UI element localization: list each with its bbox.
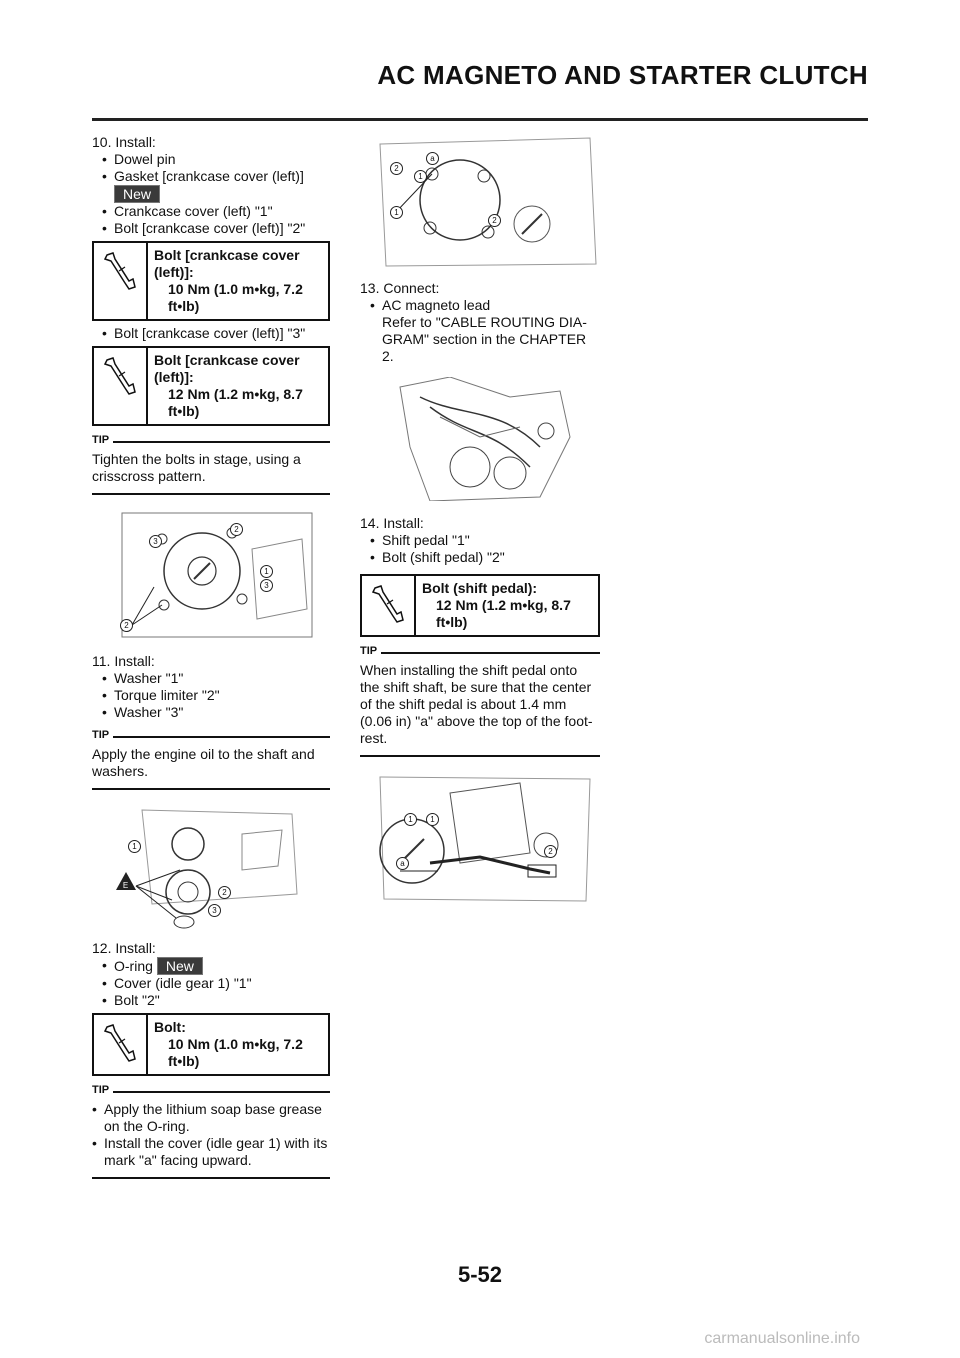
torque-value: 10 Nm (1.0 m•kg, 7.2 ft•lb)	[168, 1036, 303, 1069]
torque-name: Bolt (shift pedal):	[422, 580, 538, 596]
list-item: • Apply the lithium soap base grease on the O-ring.	[92, 1101, 322, 1134]
callout: 1	[260, 565, 273, 578]
tip-box	[92, 1082, 330, 1179]
torque-spec-box	[360, 574, 600, 637]
callout: 1	[404, 813, 417, 826]
list-item: • Bolt [crankcase cover (left)] "3"	[102, 325, 306, 341]
callout: 2	[390, 162, 403, 175]
list-item: • Dowel pin	[102, 151, 176, 167]
tip-text	[92, 1099, 330, 1179]
figure-crankcase-cover	[92, 509, 330, 645]
callout: 3	[260, 579, 273, 592]
page-title: AC MAGNETO AND STARTER CLUTCH	[377, 60, 868, 90]
tip-text: Tighten the bolts in stage, using a crisscross pattern.	[92, 449, 330, 495]
callout: 3	[149, 535, 162, 548]
step-13-head: 13. Connect:	[360, 280, 440, 296]
tip-label: TIP	[360, 645, 378, 657]
list-item: • O-ring New	[92, 957, 330, 975]
list-item: • Gasket [crankcase cover (left)]	[102, 168, 304, 184]
step-14-head: 14. Install:	[360, 515, 424, 531]
callout: 1	[426, 813, 439, 826]
callout: 1	[128, 840, 141, 853]
torque-value: 12 Nm (1.2 m•kg, 8.7 ft•lb)	[168, 386, 303, 419]
list-item: • Torque limiter "2"	[102, 687, 220, 703]
tip-label: TIP	[92, 1084, 110, 1096]
tip-box	[92, 727, 330, 790]
page-number: 5-52	[457, 1262, 503, 1287]
list-item: • Bolt "2"	[102, 992, 160, 1008]
torque-spec-box	[92, 241, 330, 321]
list-item: • AC magneto lead	[370, 297, 491, 313]
tip-text: When installing the shift pedal onto the shift shaft, be sure that the center of the shift pedal is about 1.4 mm (0.06 in) "a" above the top of the foot-rest.	[360, 660, 600, 757]
list-item: • Crankcase cover (left) "1"	[102, 203, 273, 219]
callout: 1	[390, 206, 403, 219]
torque-wrench-icon	[94, 1015, 148, 1074]
callout: 1	[414, 170, 427, 183]
torque-spec-box	[92, 1013, 330, 1076]
torque-wrench-icon	[362, 576, 416, 635]
torque-wrench-icon	[94, 348, 148, 424]
torque-spec-box	[92, 346, 330, 426]
new-badge: New	[114, 185, 160, 203]
callout: 2	[230, 523, 243, 536]
callout: 2	[120, 619, 133, 632]
list-item: • Washer "3"	[102, 704, 184, 720]
figure-shift-pedal	[360, 773, 600, 905]
new-badge: New	[157, 957, 203, 975]
callout: a	[396, 857, 409, 870]
callout: a	[426, 152, 439, 165]
step-12-head: 12. Install:	[92, 940, 156, 956]
figure-cable-routing	[360, 377, 600, 501]
torque-value: 12 Nm (1.2 m•kg, 8.7 ft•lb)	[436, 597, 571, 630]
torque-name: Bolt [crankcase cover (left)]:	[154, 247, 300, 280]
torque-name: Bolt [crankcase cover (left)]:	[154, 352, 300, 385]
list-item: • Washer "1"	[102, 670, 184, 686]
watermark: carmanualsonline.info	[704, 1330, 860, 1347]
tip-label: TIP	[92, 729, 110, 741]
header-rule	[92, 118, 868, 121]
torque-wrench-icon	[94, 243, 148, 319]
tip-text: Apply the engine oil to the shaft and washers.	[92, 744, 330, 790]
torque-value: 10 Nm (1.0 m•kg, 7.2 ft•lb)	[168, 281, 303, 314]
list-item: • Bolt [crankcase cover (left)] "2"	[102, 220, 306, 236]
torque-name: Bolt:	[154, 1019, 186, 1035]
callout: 3	[208, 904, 221, 917]
callout: 2	[544, 845, 557, 858]
callout: 2	[488, 214, 501, 227]
figure-idle-gear-cover	[360, 134, 600, 270]
tip-label: TIP	[92, 434, 110, 446]
right-column	[360, 134, 600, 905]
oil-symbol: E	[122, 881, 129, 890]
figure-torque-limiter	[92, 804, 330, 932]
list-item: • Install the cover (idle gear 1) with its mark "a" facing upward.	[92, 1135, 328, 1168]
list-item: • Shift pedal "1"	[370, 532, 470, 548]
left-column	[92, 134, 330, 1179]
callout: 2	[218, 886, 231, 899]
list-item: • Cover (idle gear 1) "1"	[102, 975, 252, 991]
tip-box	[92, 432, 330, 495]
step-11-head: 11. Install:	[92, 653, 155, 669]
step-13-note: Refer to "CABLE ROUTING DIA-GRAM" section in the CHAPTER 2.	[382, 314, 587, 364]
list-item: • Bolt (shift pedal) "2"	[370, 549, 505, 565]
step-10-head: 10. Install:	[92, 134, 156, 150]
tip-box	[360, 643, 600, 757]
